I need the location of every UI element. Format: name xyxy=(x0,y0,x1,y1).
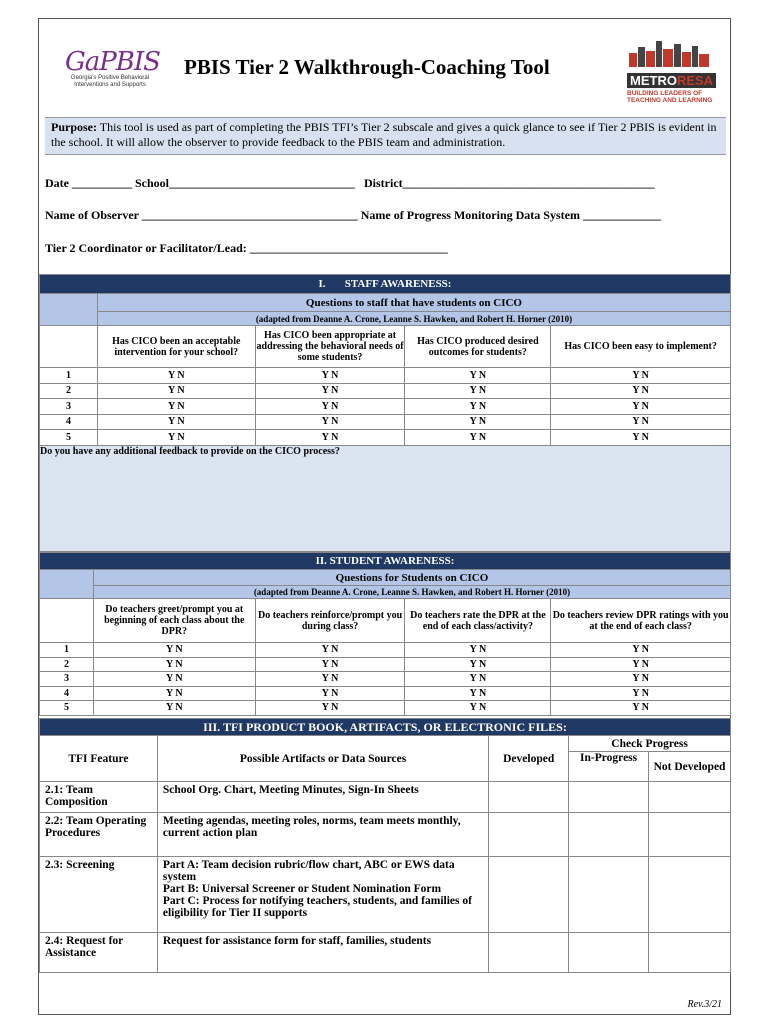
q-student-3: Do teachers rate the DPR at the end of each class/activity? xyxy=(405,599,551,643)
row-number: 3 xyxy=(40,399,98,415)
yn-choice[interactable]: Y N xyxy=(405,368,551,384)
yn-choice[interactable]: Y N xyxy=(405,414,551,430)
yn-choice[interactable]: Y N xyxy=(97,383,255,399)
row-number: 1 xyxy=(40,368,98,384)
revision-label: Rev.3/21 xyxy=(687,999,722,1010)
yn-choice[interactable]: Y N xyxy=(405,686,551,701)
coordinator-line[interactable]: Tier 2 Coordinator or Facilitator/Lead: _________________________________ xyxy=(45,241,448,255)
yn-choice[interactable]: Y N xyxy=(255,643,405,658)
staff-awareness-table xyxy=(39,274,731,552)
check-progress-header: Check Progress xyxy=(569,736,731,752)
yn-choice[interactable]: Y N xyxy=(255,414,405,430)
logo-brand-a: Ga xyxy=(65,47,100,77)
yn-choice[interactable]: Y N xyxy=(255,383,405,399)
yn-choice[interactable]: Y N xyxy=(405,657,551,672)
section1-subtitle: Questions to staff that have students on CICO xyxy=(97,294,730,312)
logo-tagline: BUILDING LEADERS OF TEACHING AND LEARNING xyxy=(627,90,713,104)
yn-choice[interactable]: Y N xyxy=(97,430,255,446)
row-number: 5 xyxy=(40,430,98,446)
purpose-text: This tool is used as part of completing the PBIS TFI’s Tier 2 subscale and gives a quick glance to see if Tier 2 PBIS is evident in the school. It will allow the observer to provide feedback to the PBIS team and administration. xyxy=(51,120,717,149)
yn-choice[interactable]: Y N xyxy=(551,657,731,672)
observer-line[interactable]: Name of Observer ____________________________________ Name of Progress Monitoring Data System _____________ xyxy=(45,208,661,222)
developed-checkbox[interactable] xyxy=(489,933,569,973)
section1-header: I. STAFF AWARENESS: xyxy=(40,275,731,294)
yn-choice[interactable]: Y N xyxy=(93,686,255,701)
tfi-feature-cell: 2.3: Screening xyxy=(40,857,158,933)
in-progress-checkbox[interactable] xyxy=(569,782,649,813)
not-developed-checkbox[interactable] xyxy=(649,782,731,813)
in-progress-checkbox[interactable] xyxy=(569,813,649,857)
feedback-prompt: Do you have any additional feedback to provide on the CICO process? xyxy=(40,445,340,457)
section1-citation: (adapted from Deanne A. Crone, Leanne S. Hawken, and Robert H. Horner (2010) xyxy=(97,312,730,326)
yn-choice[interactable]: Y N xyxy=(93,701,255,716)
yn-choice[interactable]: Y N xyxy=(551,701,731,716)
yn-choice[interactable]: Y N xyxy=(551,430,731,446)
yn-choice[interactable]: Y N xyxy=(97,399,255,415)
yn-choice[interactable]: Y N xyxy=(405,672,551,687)
row-number: 3 xyxy=(40,672,94,687)
tfi-feature-cell: 2.2: Team Operating Procedures xyxy=(40,813,158,857)
not-developed-checkbox[interactable] xyxy=(649,857,731,933)
row-number: 2 xyxy=(40,383,98,399)
yn-choice[interactable]: Y N xyxy=(93,657,255,672)
q-staff-2: Has CICO been appropriate at addressing the behavioral needs of some students? xyxy=(255,326,405,368)
developed-checkbox[interactable] xyxy=(489,782,569,813)
row-number: 2 xyxy=(40,657,94,672)
col-artifacts: Possible Artifacts or Data Sources xyxy=(157,736,488,782)
yn-choice[interactable]: Y N xyxy=(405,399,551,415)
date-school-district-line[interactable]: Date __________ School_______________________________ District__________________________________________ xyxy=(45,176,655,190)
yn-choice[interactable]: Y N xyxy=(551,383,731,399)
yn-choice[interactable]: Y N xyxy=(255,672,405,687)
not-developed-checkbox[interactable] xyxy=(649,813,731,857)
section2-subtitle: Questions for Students on CICO xyxy=(93,570,730,586)
artifacts-cell: Meeting agendas, meeting roles, norms, team meets monthly, current action plan xyxy=(157,813,488,857)
row-number: 5 xyxy=(40,701,94,716)
logo-subtitle: Georgia's Positive Behavioral Interventions and Supports xyxy=(70,75,150,88)
purpose-box xyxy=(45,117,726,155)
q-staff-4: Has CICO been easy to implement? xyxy=(551,326,731,368)
yn-choice[interactable]: Y N xyxy=(255,701,405,716)
yn-choice[interactable]: Y N xyxy=(255,399,405,415)
yn-choice[interactable]: Y N xyxy=(93,643,255,658)
yn-choice[interactable]: Y N xyxy=(255,686,405,701)
metro-wordmark: METRORESA xyxy=(627,73,716,88)
q-student-4: Do teachers review DPR ratings with you at the end of each class? xyxy=(551,599,731,643)
col-tfi-feature: TFI Feature xyxy=(40,736,158,782)
logo-brand-b: PBIS xyxy=(99,47,160,77)
yn-choice[interactable]: Y N xyxy=(551,399,731,415)
row-number: 4 xyxy=(40,414,98,430)
purpose-label: Purpose: xyxy=(51,120,97,134)
gapbis-logo xyxy=(65,49,165,99)
q-student-1: Do teachers greet/prompt you at beginning of each class about the DPR? xyxy=(93,599,255,643)
yn-choice[interactable]: Y N xyxy=(97,414,255,430)
artifacts-cell: Request for assistance form for staff, families, students xyxy=(157,933,488,973)
not-developed-checkbox[interactable] xyxy=(649,933,731,973)
section2-header: II. STUDENT AWARENESS: xyxy=(40,553,731,570)
developed-checkbox[interactable] xyxy=(489,813,569,857)
yn-choice[interactable]: Y N xyxy=(93,672,255,687)
col-developed: Developed xyxy=(489,736,569,782)
student-awareness-table xyxy=(39,552,731,716)
col-not-developed: Not Developed xyxy=(649,752,731,782)
in-progress-checkbox[interactable] xyxy=(569,933,649,973)
yn-choice[interactable]: Y N xyxy=(551,686,731,701)
yn-choice[interactable]: Y N xyxy=(405,701,551,716)
q-student-2: Do teachers reinforce/prompt you during class? xyxy=(255,599,405,643)
yn-choice[interactable]: Y N xyxy=(405,643,551,658)
yn-choice[interactable]: Y N xyxy=(551,643,731,658)
metroresa-logo xyxy=(624,39,714,111)
yn-choice[interactable]: Y N xyxy=(255,368,405,384)
q-staff-1: Has CICO been an acceptable intervention for your school? xyxy=(97,326,255,368)
in-progress-checkbox[interactable] xyxy=(569,857,649,933)
yn-choice[interactable]: Y N xyxy=(255,430,405,446)
cico-feedback-area[interactable] xyxy=(40,445,731,551)
yn-choice[interactable]: Y N xyxy=(255,657,405,672)
row-number: 1 xyxy=(40,643,94,658)
yn-choice[interactable]: Y N xyxy=(551,368,731,384)
yn-choice[interactable]: Y N xyxy=(551,414,731,430)
yn-choice[interactable]: Y N xyxy=(97,368,255,384)
artifacts-cell: Part A: Team decision rubric/flow chart, ABC or EWS data system Part B: Universal Screener or Student Nomination Form Part C: Process for notifying teachers, students, and families of eligibility for Tier II supports xyxy=(157,857,488,933)
header xyxy=(39,19,732,119)
yn-choice[interactable]: Y N xyxy=(405,430,551,446)
skyline-icon xyxy=(629,39,709,67)
developed-checkbox[interactable] xyxy=(489,857,569,933)
form-page xyxy=(38,18,731,1015)
tfi-feature-cell: 2.4: Request for Assistance xyxy=(40,933,158,973)
tfi-feature-cell: 2.1: Team Composition xyxy=(40,782,158,813)
section3-header: III. TFI PRODUCT BOOK, ARTIFACTS, OR ELECTRONIC FILES: xyxy=(40,719,731,736)
yn-choice[interactable]: Y N xyxy=(405,383,551,399)
q-staff-3: Has CICO produced desired outcomes for students? xyxy=(405,326,551,368)
row-number: 4 xyxy=(40,686,94,701)
section2-citation: (adapted from Deanne A. Crone, Leanne S. Hawken, and Robert H. Horner (2010) xyxy=(93,586,730,599)
page-title: PBIS Tier 2 Walkthrough-Coaching Tool xyxy=(184,55,550,79)
tfi-artifacts-table xyxy=(39,718,731,973)
col-in-progress: In-Progress xyxy=(569,752,649,782)
artifacts-cell: School Org. Chart, Meeting Minutes, Sign-In Sheets xyxy=(157,782,488,813)
yn-choice[interactable]: Y N xyxy=(551,672,731,687)
